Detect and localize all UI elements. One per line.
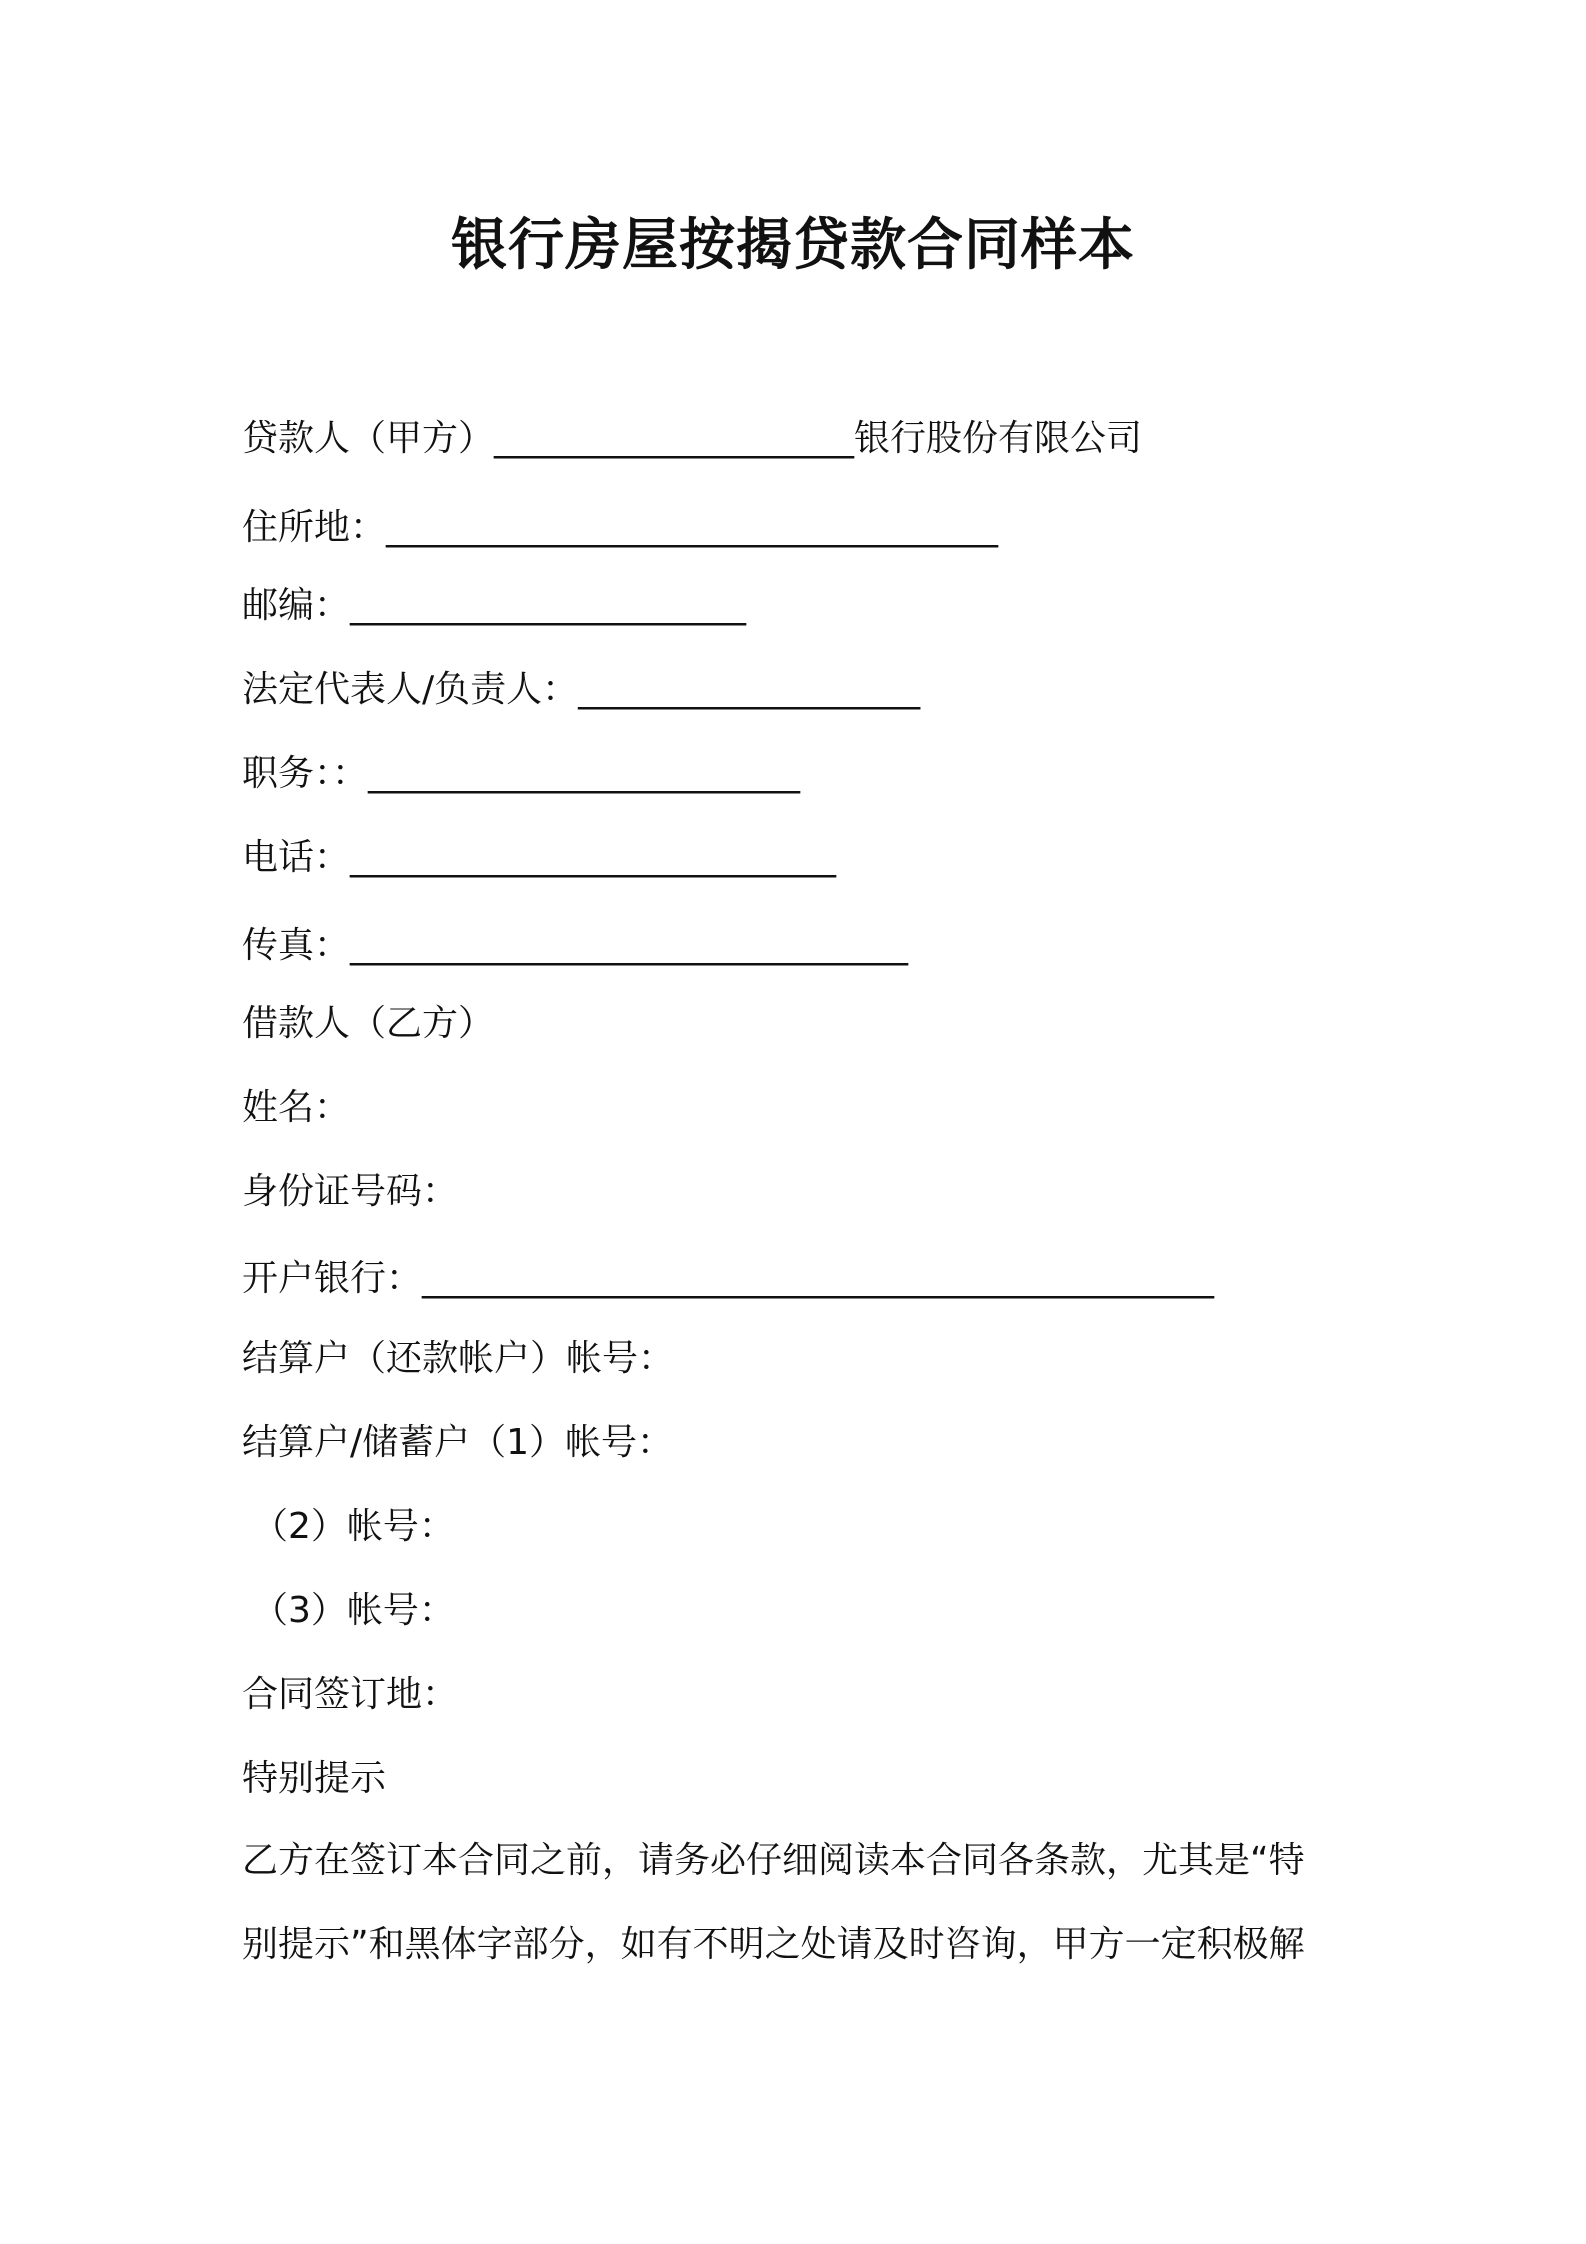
savings-account-3-line: （3）帐号： <box>252 1590 455 1631</box>
notice-paragraph-line-1: 乙方在签订本合同之前，请务必仔细阅读本合同各条款，尤其是“特 <box>242 1840 1305 1881</box>
id-number-line: 身份证号码： <box>242 1171 459 1212</box>
lender-postcode-line: 邮编：______________________ <box>242 585 747 626</box>
lender-address-line: 住所地：__________________________________ <box>242 507 999 548</box>
fax-line: 传真：_______________________________ <box>242 925 909 966</box>
notice-paragraph-line-2: 别提示”和黑体字部分，如有不明之处请及时咨询，甲方一定积极解 <box>242 1924 1305 1965</box>
savings-account-2-line: （2）帐号： <box>252 1506 455 1547</box>
legal-representative-line: 法定代表人/负责人：___________________ <box>242 669 921 710</box>
repayment-account-line: 结算户（还款帐户）帐号： <box>242 1338 675 1379</box>
special-notice-heading: 特别提示 <box>242 1758 387 1799</box>
borrower-heading: 借款人（乙方） <box>242 1003 495 1044</box>
position-line: 职务：：________________________ <box>242 753 801 794</box>
signing-place-line: 合同签订地： <box>242 1674 459 1715</box>
bank-line: 开户银行：____________________________________________ <box>242 1258 1215 1299</box>
phone-line: 电话：___________________________ <box>242 837 837 878</box>
document-title: 银行房屋按揭贷款合同样本 <box>451 213 1135 278</box>
lender-line: 贷款人（甲方）____________________银行股份有限公司 <box>242 418 1143 459</box>
borrower-name-line: 姓名： <box>242 1087 351 1128</box>
savings-account-1-line: 结算户/储蓄户（1）帐号： <box>242 1422 674 1463</box>
